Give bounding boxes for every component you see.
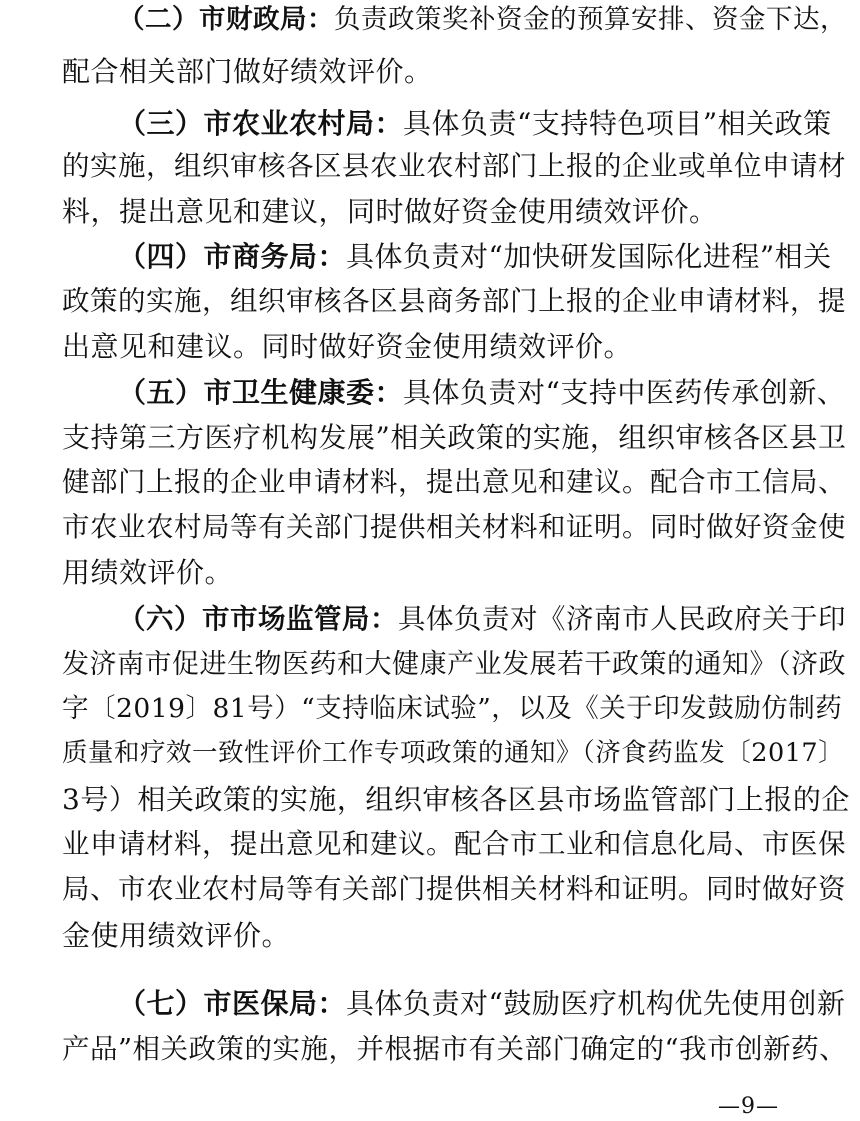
paragraph-5-line-2: 支持第三方医疗机构发展”相关政策的实施，组织审核各区县卫 (62, 421, 847, 454)
paragraph-heading: （五）市卫生健康委： (118, 376, 404, 409)
paragraph-6-line-5: 3号）相关政策的实施，组织审核各区县市场监管部门上报的企 (62, 783, 850, 816)
paragraph-4-line-1 (118, 240, 832, 273)
paragraph-7-line-2: 产品”相关政策的实施，并根据市有关部门确定的“我市创新药、 (62, 1033, 848, 1065)
paragraph-7-line-1 (118, 987, 846, 1020)
paragraph-text: 具体负责对“支持中医药传承创新、 (403, 376, 846, 409)
paragraph-6-line-4: 质量和疗效一致性评价工作专项政策的通知》（济食药监发〔2017〕 (62, 738, 845, 768)
paragraph-heading: （四）市商务局： (118, 240, 347, 273)
paragraph-3-line-3: 料，提出意见和建议，同时做好资金使用绩效评价。 (62, 195, 718, 228)
paragraph-text: 具体负责对“鼓励医疗机构优先使用创新 (346, 987, 846, 1020)
paragraph-heading: （三）市农业农村局： (118, 107, 404, 140)
paragraph-3-line-1 (118, 107, 832, 140)
paragraph-text: 具体负责“支持特色项目”相关政策 (403, 107, 832, 140)
paragraph-6-line-1 (118, 603, 846, 635)
paragraph-heading: （六）市市场监管局： (118, 603, 398, 635)
paragraph-6-line-2: 发济南市促进生物医药和大健康产业发展若干政策的通知》（济政 (62, 649, 846, 680)
paragraph-5-line-1 (118, 376, 846, 409)
paragraph-4-line-2: 政策的实施，组织审核各区县商务部门上报的企业申请材料，提 (62, 285, 846, 317)
paragraph-5-line-5: 用绩效评价。 (62, 556, 234, 589)
page-number: —9— (718, 1094, 779, 1119)
paragraph-6-line-7: 局、市农业农村局等有关部门提供相关材料和证明。同时做好资 (62, 873, 846, 905)
paragraph-text: 具体负责对“加快研发国际化进程”相关 (346, 240, 832, 273)
paragraph-heading: （七）市医保局： (118, 987, 347, 1020)
paragraph-text: 具体负责对《济南市人民政府关于印 (398, 603, 846, 635)
paragraph-4-line-3: 出意见和建议。同时做好资金使用绩效评价。 (62, 330, 633, 363)
paragraph-2-line-2: 配合相关部门做好绩效评价。 (62, 55, 433, 88)
paragraph-2-line-1 (118, 4, 847, 35)
paragraph-6-line-3: 字〔2019〕81号）“支持临床试验”，以及《关于印发鼓励仿制药 (62, 693, 843, 724)
paragraph-heading: （二）市财政局： (118, 4, 334, 35)
paragraph-5-line-3: 健部门上报的企业申请材料，提出意见和建议。配合市工信局、 (62, 466, 846, 498)
paragraph-6-line-8: 金使用绩效评价。 (62, 919, 291, 952)
paragraph-6-line-6: 业申请材料，提出意见和建议。配合市工业和信息化局、市医保 (62, 828, 846, 860)
paragraph-5-line-4: 市农业农村局等有关部门提供相关材料和证明。同时做好资金使 (62, 511, 846, 543)
paragraph-text: 负责政策奖补资金的预算安排、资金下达， (334, 4, 847, 35)
paragraph-3-line-2: 的实施，组织审核各区县农业农村部门上报的企业或单位申请材 (62, 150, 846, 182)
